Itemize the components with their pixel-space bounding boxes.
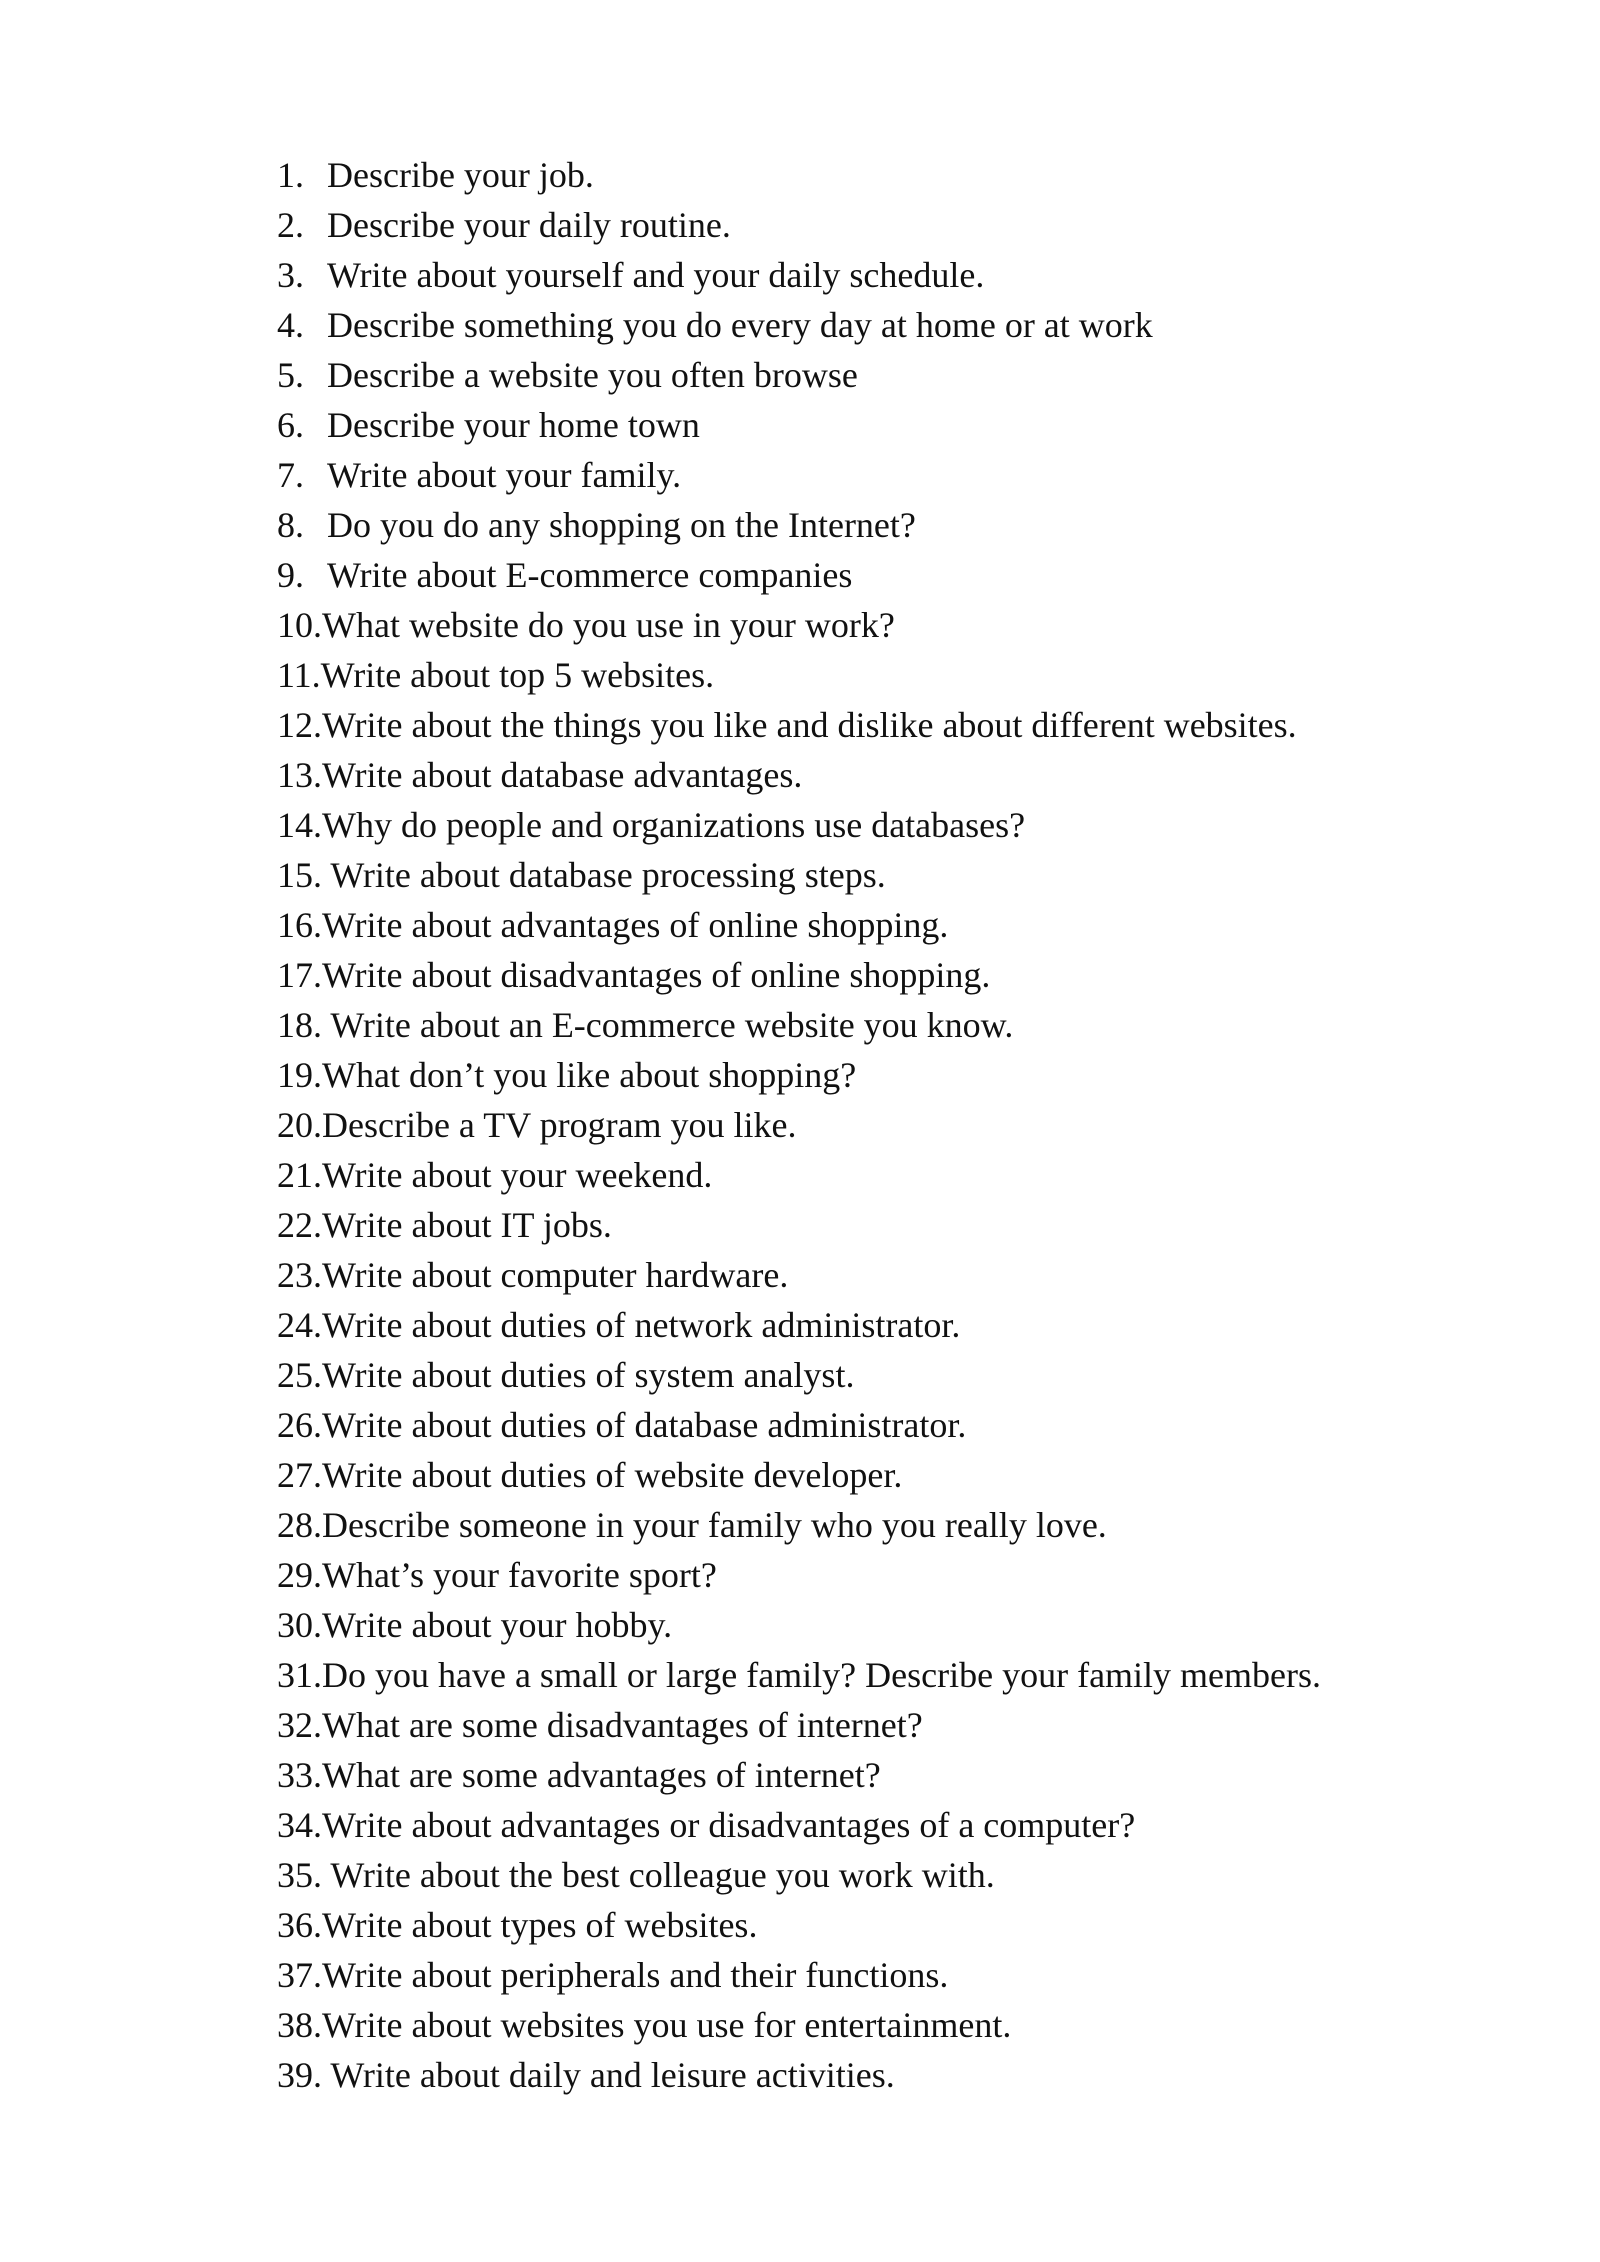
item-number: 15. [277, 855, 322, 895]
list-item [277, 1700, 1321, 1750]
item-number: 11. [277, 655, 321, 695]
item-text: Write about duties of system analyst. [322, 1355, 855, 1395]
item-number: 2. [277, 205, 304, 245]
list-item [277, 1650, 1321, 1700]
list-item [277, 450, 1321, 500]
item-text: Write about the best colleague you work with. [322, 1855, 995, 1895]
item-number: 21. [277, 1155, 322, 1195]
item-text: Write about an E-commerce website you know. [322, 1005, 1014, 1045]
item-number: 8. [277, 505, 304, 545]
item-text: What website do you use in your work? [322, 605, 895, 645]
item-text: What don’t you like about shopping? [322, 1055, 857, 1095]
item-text: Write about duties of network administrator. [322, 1305, 961, 1345]
list-item [277, 800, 1321, 850]
list-item [277, 1250, 1321, 1300]
item-number: 4. [277, 305, 304, 345]
item-text: Do you have a small or large family? Describe your family members. [322, 1655, 1322, 1695]
item-number: 12. [277, 705, 322, 745]
list-item [277, 200, 1321, 250]
list-item [277, 1750, 1321, 1800]
item-number: 38. [277, 2005, 322, 2045]
list-item [277, 150, 1321, 200]
item-text: Write about IT jobs. [322, 1205, 612, 1245]
item-text: Describe someone in your family who you really love. [322, 1505, 1107, 1545]
item-text: Write about database advantages. [322, 755, 803, 795]
list-item [277, 850, 1321, 900]
item-number: 39. [277, 2055, 322, 2095]
list-item [277, 750, 1321, 800]
item-number: 25. [277, 1355, 322, 1395]
item-number: 9. [277, 555, 304, 595]
list-item [277, 2000, 1321, 2050]
item-number: 3. [277, 255, 304, 295]
list-item [277, 300, 1321, 350]
item-number: 34. [277, 1805, 322, 1845]
item-number: 26. [277, 1405, 322, 1445]
item-number: 36. [277, 1905, 322, 1945]
list-item [277, 350, 1321, 400]
item-text: What are some advantages of internet? [322, 1755, 881, 1795]
list-item [277, 1300, 1321, 1350]
item-text: Write about the things you like and dislike about different websites. [322, 705, 1297, 745]
item-text: Describe your job. [327, 155, 594, 195]
item-text: Write about advantages of online shopping. [322, 905, 949, 945]
item-number: 14. [277, 805, 322, 845]
item-text: Write about peripherals and their functions. [322, 1955, 949, 1995]
item-text: Describe something you do every day at home or at work [327, 305, 1153, 345]
list-item [277, 500, 1321, 550]
list-item [277, 600, 1321, 650]
item-number: 20. [277, 1105, 322, 1145]
list-item [277, 1600, 1321, 1650]
list-item [277, 550, 1321, 600]
list-item [277, 1100, 1321, 1150]
item-number: 13. [277, 755, 322, 795]
list-item [277, 1400, 1321, 1450]
list-item [277, 1050, 1321, 1100]
list-item [277, 1200, 1321, 1250]
item-number: 30. [277, 1605, 322, 1645]
list-item [277, 1850, 1321, 1900]
item-text: Write about database processing steps. [322, 855, 886, 895]
item-number: 31. [277, 1655, 322, 1695]
item-text: Write about duties of database administrator. [322, 1405, 967, 1445]
item-text: Write about E-commerce companies [327, 555, 853, 595]
item-text: Describe your daily routine. [327, 205, 731, 245]
item-number: 35. [277, 1855, 322, 1895]
list-item [277, 2050, 1321, 2100]
list-item [277, 1500, 1321, 1550]
list-item [277, 1800, 1321, 1850]
item-text: Write about websites you use for entertainment. [322, 2005, 1012, 2045]
item-text: Write about your hobby. [322, 1605, 673, 1645]
list-item [277, 1350, 1321, 1400]
item-text: Describe a website you often browse [327, 355, 858, 395]
list-item [277, 1950, 1321, 2000]
item-number: 28. [277, 1505, 322, 1545]
item-text: Describe your home town [327, 405, 700, 445]
item-number: 32. [277, 1705, 322, 1745]
list-item [277, 1450, 1321, 1500]
item-text: Write about daily and leisure activities. [322, 2055, 895, 2095]
item-text: Why do people and organizations use databases? [322, 805, 1026, 845]
item-number: 29. [277, 1555, 322, 1595]
item-text: Write about advantages or disadvantages of a computer? [322, 1805, 1136, 1845]
item-number: 27. [277, 1455, 322, 1495]
item-text: Write about disadvantages of online shopping. [322, 955, 991, 995]
item-number: 17. [277, 955, 322, 995]
item-number: 24. [277, 1305, 322, 1345]
list-item [277, 1000, 1321, 1050]
item-number: 19. [277, 1055, 322, 1095]
item-text: Do you do any shopping on the Internet? [327, 505, 916, 545]
list-item [277, 250, 1321, 300]
item-number: 7. [277, 455, 304, 495]
list-item [277, 1150, 1321, 1200]
item-number: 23. [277, 1255, 322, 1295]
list-item [277, 1550, 1321, 1600]
item-text: Write about duties of website developer. [322, 1455, 903, 1495]
list-item [277, 650, 1321, 700]
item-text: Write about your weekend. [322, 1155, 713, 1195]
item-text: Write about your family. [327, 455, 682, 495]
question-list [277, 150, 1321, 2100]
item-number: 37. [277, 1955, 322, 1995]
item-number: 6. [277, 405, 304, 445]
item-number: 18. [277, 1005, 322, 1045]
list-item [277, 400, 1321, 450]
item-text: Write about top 5 websites. [320, 655, 715, 695]
item-text: Write about computer hardware. [322, 1255, 789, 1295]
item-text: Write about yourself and your daily schedule. [327, 255, 985, 295]
item-number: 5. [277, 355, 304, 395]
item-text: Describe a TV program you like. [322, 1105, 797, 1145]
list-item [277, 900, 1321, 950]
item-text: What’s your favorite sport? [322, 1555, 717, 1595]
item-number: 1. [277, 155, 304, 195]
item-text: What are some disadvantages of internet? [322, 1705, 923, 1745]
item-number: 10. [277, 605, 322, 645]
item-text: Write about types of websites. [322, 1905, 758, 1945]
item-number: 16. [277, 905, 322, 945]
list-item [277, 950, 1321, 1000]
list-item [277, 700, 1321, 750]
item-number: 33. [277, 1755, 322, 1795]
list-item [277, 1900, 1321, 1950]
item-number: 22. [277, 1205, 322, 1245]
